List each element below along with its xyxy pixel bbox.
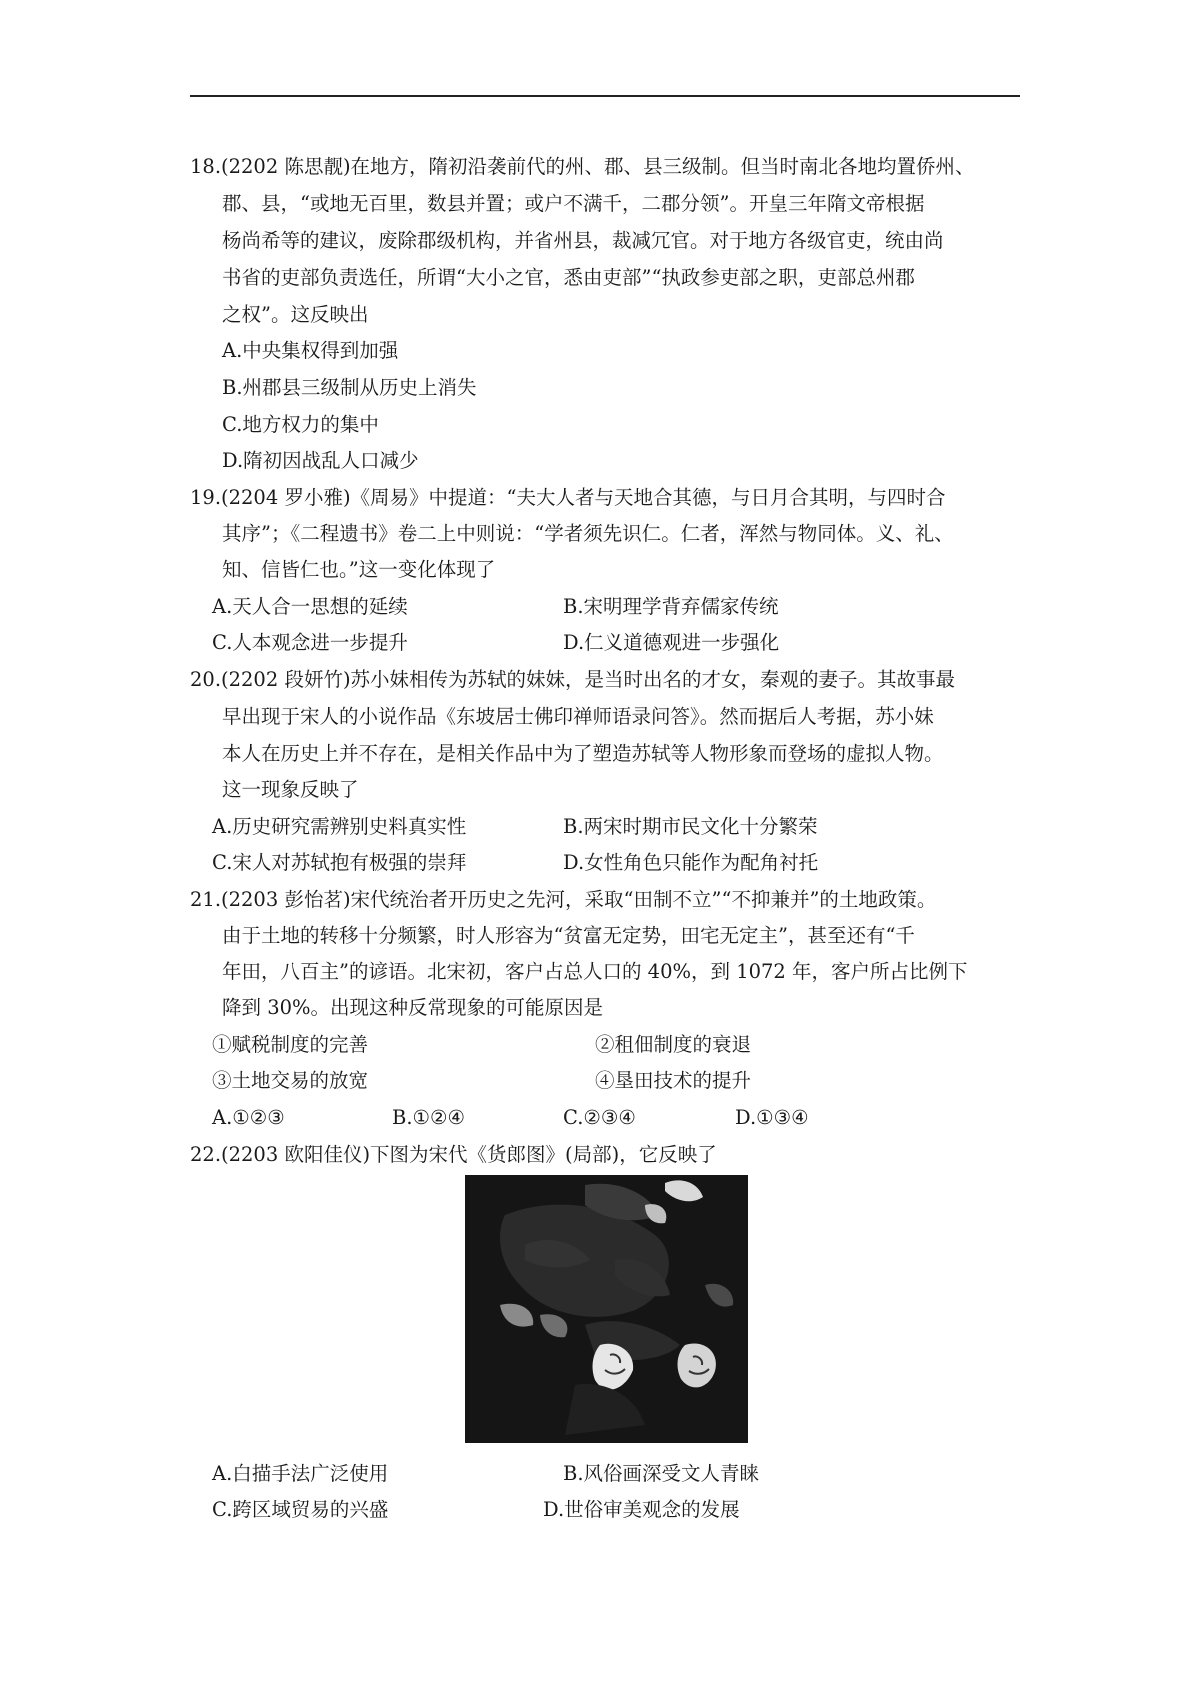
q21-stem-line-2: 由于土地的转移十分频繁，时人形容为“贫富无定势，田宅无定主”，甚至还有“千 [222,924,915,947]
q19-stem-line-2: 其序”；《二程遗书》卷二上中则说：“学者须先识仁。仁者，浑然与物同体。义、礼、 [222,522,954,545]
q22-option-b: B.风俗画深受文人青睐 [563,1462,760,1485]
q20-option-b: B.两宋时期市民文化十分繁荣 [563,815,818,838]
q21-stem-line-4: 降到 30%。出现这种反常现象的可能原因是 [222,996,604,1019]
q20-option-c: C.宋人对苏轼抱有极强的崇拜 [212,851,467,874]
huolang-painting-image [465,1175,748,1443]
q19-option-a: A.天人合一思想的延续 [212,595,408,618]
q19-option-d: D.仁义道德观进一步强化 [563,631,780,654]
q18-option-c: C.地方权力的集中 [222,413,379,436]
painting-illustration [465,1175,748,1443]
q22-option-d: D.世俗审美观念的发展 [543,1498,740,1521]
q21-item-1: ①赋税制度的完善 [212,1033,369,1056]
q21-option-c: C.②③④ [563,1106,636,1129]
q20-stem-line-3: 本人在历史上并不存在，是相关作品中为了塑造苏轼等人物形象而登场的虚拟人物。 [222,742,944,765]
q21-option-a: A.①②③ [212,1106,285,1129]
header-rule [190,95,1020,97]
q18-option-b: B.州郡县三级制从历史上消失 [222,376,477,399]
q18-stem-line-3: 杨尚希等的建议，废除郡级机构，并省州县，裁减冗官。对于地方各级官吏，统由尚 [222,229,944,252]
q22-option-c: C.跨区域贸易的兴盛 [212,1498,389,1521]
q21-stem-line-1: 21.(2203 彭怡茗)宋代统治者开历史之先河，采取“田制不立”“不抑兼并”的土地政策。 [190,888,937,911]
q20-stem-line-2: 早出现于宋人的小说作品《东坡居士佛印禅师语录问答》。然而据后人考据，苏小妹 [222,705,934,728]
q18-option-a: A.中央集权得到加强 [222,339,399,362]
q18-stem-line-4: 书省的吏部负责选任，所谓“大小之官，悉由吏部”“执政参吏部之职，吏部总州郡 [222,266,915,289]
q18-stem-line-5: 之权”。这反映出 [222,303,369,326]
q21-option-b: B.①②④ [392,1106,465,1129]
q21-item-3: ③土地交易的放宽 [212,1069,369,1092]
q18-stem-line-1: 18.(2202 陈思靓)在地方，隋初沿袭前代的州、郡、县三级制。但当时南北各地均置侨州、 [190,155,975,178]
q22-option-a: A.白描手法广泛使用 [212,1462,389,1485]
q22-stem-line-1: 22.(2203 欧阳佳仪)下图为宋代《货郎图》(局部)，它反映了 [190,1143,717,1166]
q20-option-a: A.历史研究需辨别史料真实性 [212,815,467,838]
q21-item-4: ④垦田技术的提升 [595,1069,752,1092]
q19-stem-line-3: 知、信皆仁也。”这一变化体现了 [222,558,496,581]
q21-stem-line-3: 年田，八百主”的谚语。北宋初，客户占总人口的 40%，到 1072 年，客户所占比例下 [222,960,968,983]
q19-option-b: B.宋明理学背弃儒家传统 [563,595,779,618]
q20-stem-line-4: 这一现象反映了 [222,778,359,801]
q21-item-2: ②租佃制度的衰退 [595,1033,752,1056]
q18-option-d: D.隋初因战乱人口减少 [222,449,419,472]
q20-stem-line-1: 20.(2202 段妍竹)苏小妹相传为苏轼的妹妹，是当时出名的才女，秦观的妻子。其故事最 [190,668,956,691]
q20-option-d: D.女性角色只能作为配角衬托 [563,851,819,874]
q18-stem-line-2: 郡、县，“或地无百里，数县并置；或户不满千，二郡分领”。开皇三年隋文帝根据 [222,192,925,215]
q21-option-d: D.①③④ [735,1106,809,1129]
q19-stem-line-1: 19.(2204 罗小雅)《周易》中提道：“夫大人者与天地合其德，与日月合其明，与四时合 [190,486,946,509]
q19-option-c: C.人本观念进一步提升 [212,631,408,654]
